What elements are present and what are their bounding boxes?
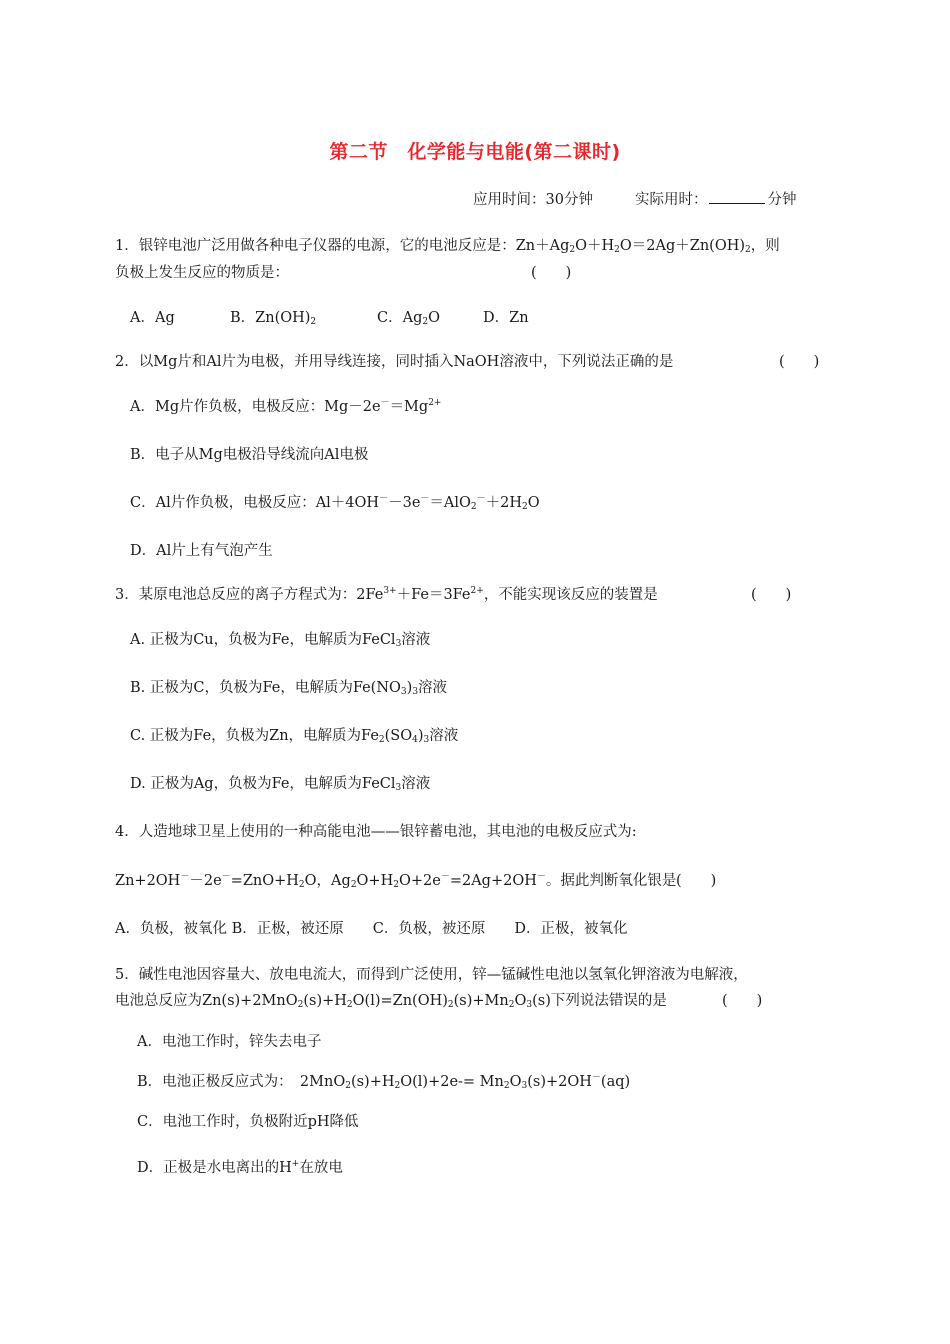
q5-option-a[interactable]: A．电池工作时，锌失去电子 — [137, 1034, 322, 1050]
q1-option-c[interactable]: C．$Ag_2O$ — [377, 310, 440, 327]
q2-stem: 2．以Mg片和Al片为电极，并用导线连接，同时插入NaOH溶液中，下列说法正确的是 — [115, 354, 674, 370]
q3-option-a[interactable]: A. 正极为Cu，负极为Fe，电解质为FeCl$_3$溶液 — [130, 632, 431, 649]
q5-line1: 5．碱性电池因容量大、放电电流大，而得到广泛使用，锌—锰碱性电池以氢氧化钾溶液为电解液， — [115, 967, 748, 983]
q4-stem: 4．人造地球卫星上使用的一种高能电池——银锌蓄电池，其电池的电极反应式为: — [115, 824, 637, 840]
q4-answer-paren[interactable]: ( ) — [676, 873, 717, 889]
planned-time: 应用时间：30分钟 — [473, 192, 593, 208]
q2-option-a[interactable]: A．Mg片作负极，电极反应：$Mg-2e^-=Mg^{2+}$ — [130, 398, 442, 415]
q1-option-d[interactable]: D．Zn — [483, 310, 529, 326]
q5-option-c[interactable]: C．电池工作时，负极附近pH降低 — [137, 1114, 359, 1130]
q1-option-b[interactable]: B．$Zn(OH)_2$ — [230, 310, 317, 327]
q5-line2: 电池总反应为$Zn(s)+2MnO_2(s)+H_2O(l)=Zn(OH)_2(s)+Mn_2O_3(s)$下列说法错误的是 — [115, 993, 667, 1010]
q3-answer-paren[interactable]: ( ) — [751, 587, 792, 603]
q1-line1: 1．银锌电池广泛用做各种电子仪器的电源，它的电池反应是：$Zn+Ag_2O+H_2O=2Ag+Zn(OH)_2$，则 — [115, 238, 780, 255]
q3-option-b[interactable]: B. 正极为C，负极为Fe，电解质为$Fe(NO_3)_3$溶液 — [130, 680, 448, 697]
page-title: 第二节 化学能与电能(第二课时) — [329, 141, 621, 163]
actual-time-blank[interactable] — [709, 189, 765, 204]
q2-option-c[interactable]: C．Al片作负极，电极反应：$Al+4OH^--3e^-=AlO_2^-+2H_2O$ — [130, 494, 540, 512]
q4-options[interactable]: A．负极，被氧化 B．正极，被还原 C．负极，被还原 D．正极，被氧化 — [115, 921, 628, 937]
q1-line2: 负极上发生反应的物质是： — [115, 265, 289, 281]
q4-equation: $Zn+2OH^--2e^-=ZnO+H_2O$，$Ag_2O+H_2O+2e^-=2Ag+2OH^-$。据此判断氧化银是 — [115, 872, 677, 890]
q3-option-d[interactable]: D. 正极为Ag，负极为Fe，电解质为FeCl$_3$溶液 — [130, 776, 431, 793]
q2-option-d[interactable]: D．Al片上有气泡产生 — [130, 543, 273, 559]
q1-answer-paren[interactable]: ( ) — [531, 265, 572, 281]
q5-option-b[interactable]: B．电池正极反应式为： $2MnO_2(s)+H_2O(l)+2e-= Mn_2O_3(s)+2OH^-(aq)$ — [137, 1073, 631, 1091]
q5-answer-paren[interactable]: ( ) — [722, 993, 763, 1009]
actual-time-label: 实际用时： — [634, 192, 708, 208]
q1-option-a[interactable]: A．Ag — [130, 310, 175, 326]
time-line — [473, 188, 796, 209]
q2-option-b[interactable]: B．电子从Mg电极沿导线流向Al电极 — [130, 447, 369, 463]
q3-option-c[interactable]: C. 正极为Fe，负极为Zn，电解质为$Fe_2(SO_4)_3$溶液 — [130, 728, 459, 745]
q2-answer-paren[interactable]: ( ) — [779, 354, 820, 370]
actual-time-unit: 分钟 — [767, 192, 797, 208]
q5-option-d[interactable]: D．正极是水电离出的H+在放电 — [137, 1159, 343, 1176]
q3-stem: 3．某原电池总反应的离子方程式为：$2Fe^{3+}+Fe=3Fe^{2+}$，不能实现该反应的装置是 — [115, 586, 658, 603]
